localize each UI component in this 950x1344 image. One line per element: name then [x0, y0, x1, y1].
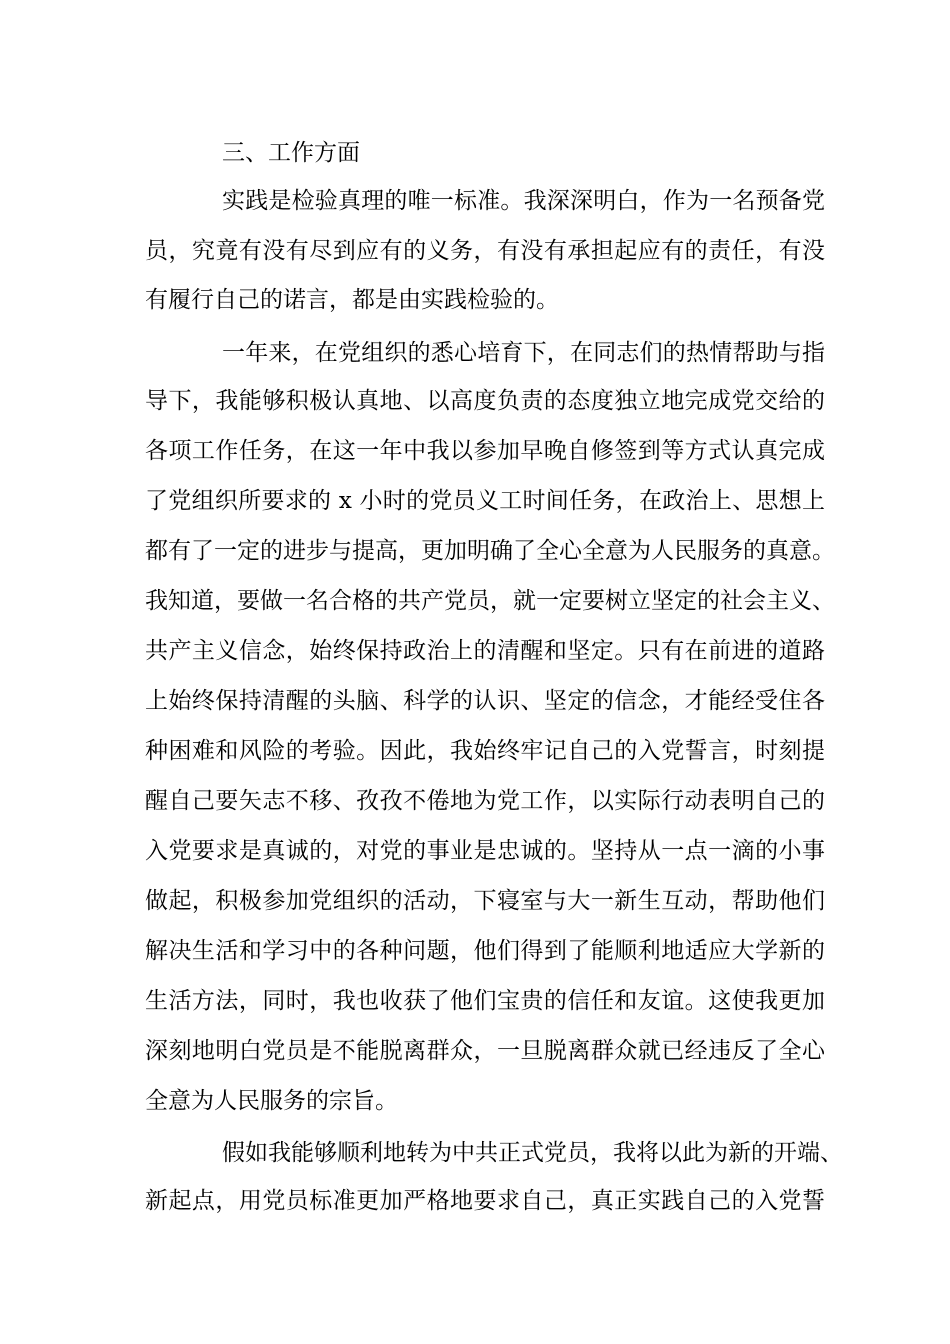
paragraph-2-line-16: 全意为人民服务的宗旨。 — [145, 1088, 398, 1114]
section-heading: 三、工作方面 — [222, 140, 360, 166]
paragraph-2-line-3: 各项工作任务，在这一年中我以参加早晚自修签到等方式认真完成 — [145, 438, 825, 464]
paragraph-1-line-3: 有履行自己的诺言，都是由实践检验的。 — [145, 287, 559, 313]
paragraph-2-line-15: 深刻地明白党员是不能脱离群众，一旦脱离群众就已经违反了全心 — [145, 1038, 825, 1064]
paragraph-1-line-2: 员，究竟有没有尽到应有的义务，有没有承担起应有的责任，有没 — [145, 238, 825, 264]
paragraph-2-line-11: 入党要求是真诚的，对党的事业是忠诚的。坚持从一点一滴的小事 — [145, 838, 825, 864]
paragraph-2-line-12: 做起，积极参加党组织的活动，下寝室与大一新生互动，帮助他们 — [145, 888, 825, 914]
paragraph-2-line-9: 种困难和风险的考验。因此，我始终牢记自己的入党誓言，时刻提 — [145, 738, 825, 764]
paragraph-2-line-8: 上始终保持清醒的头脑、科学的认识、坚定的信念，才能经受住各 — [145, 688, 825, 714]
paragraph-3-line-2: 新起点，用党员标准更加严格地要求自己，真正实践自己的入党誓 — [145, 1188, 825, 1214]
paragraph-2-line-6: 我知道，要做一名合格的共产党员，就一定要树立坚定的社会主义、 — [145, 588, 835, 614]
paragraph-1-line-1: 实践是检验真理的唯一标准。我深深明白，作为一名预备党 — [222, 188, 825, 214]
paragraph-2-line-7: 共产主义信念，始终保持政治上的清醒和坚定。只有在前进的道路 — [145, 638, 825, 664]
paragraph-3-line-1: 假如我能够顺利地转为中共正式党员，我将以此为新的开端、 — [222, 1140, 843, 1166]
paragraph-2-line-14: 生活方法，同时，我也收获了他们宝贵的信任和友谊。这使我更加 — [145, 988, 825, 1014]
paragraph-2-line-5: 都有了一定的进步与提高，更加明确了全心全意为人民服务的真意。 — [145, 538, 835, 564]
paragraph-2-line-2: 导下，我能够积极认真地、以高度负责的态度独立地完成党交给的 — [145, 388, 825, 414]
paragraph-2-line-13: 解决生活和学习中的各种问题，他们得到了能顺利地适应大学新的 — [145, 938, 825, 964]
paragraph-2-line-10: 醒自己要矢志不移、孜孜不倦地为党工作，以实际行动表明自己的 — [145, 788, 825, 814]
paragraph-2-line-4: 了党组织所要求的 x 小时的党员义工时间任务，在政治上、思想上 — [145, 488, 825, 514]
paragraph-2-line-1: 一年来，在党组织的悉心培育下，在同志们的热情帮助与指 — [222, 340, 825, 366]
